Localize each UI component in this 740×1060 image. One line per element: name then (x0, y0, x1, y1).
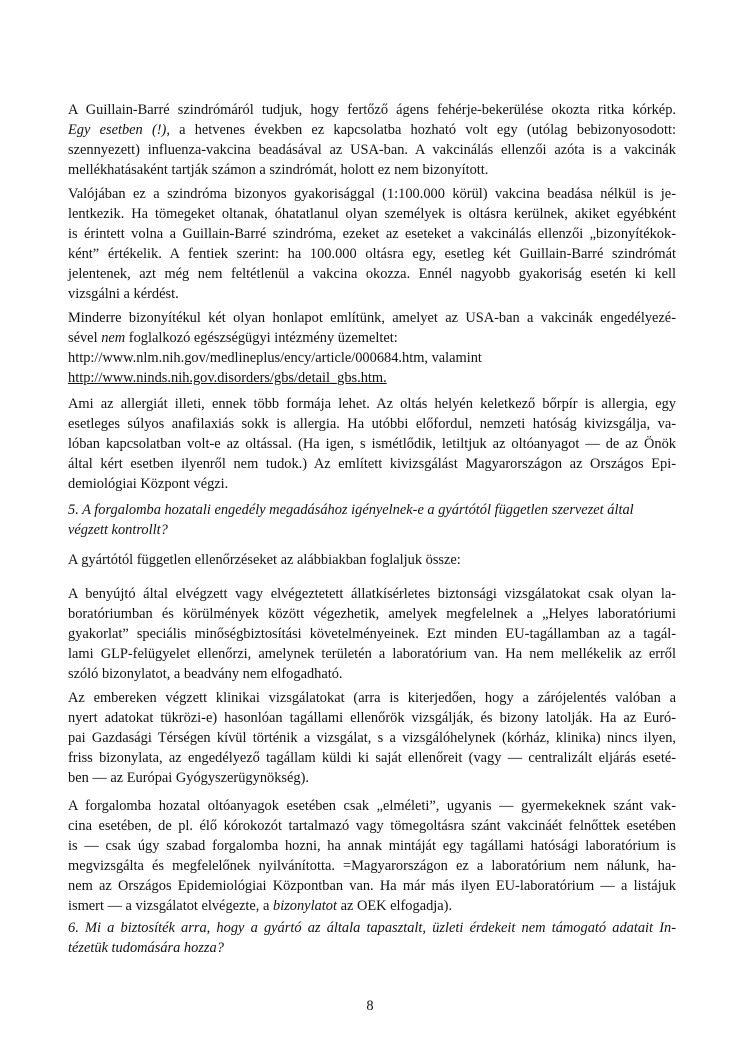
text-line: ben — az Európai Gyógyszerügynökség). (68, 770, 309, 786)
paragraph-guillain-barre (68, 100, 676, 180)
text-line: 6. Mi a biztosíték arra, hogy a gyártó az általa tapasztalt, üzleti érdekeit nem támogató adatait In- (68, 920, 676, 936)
text-line: boratóriumban és körülmények között végezhetik, amelyek megfelelnek a „Helyes laboratóriumi (68, 606, 676, 622)
text-line: A Guillain-Barré szindrómáról tudjuk, hogy fertőző ágens fehérje-bekerülése okozta ritka kórkép. (68, 102, 676, 118)
text-run: , a hetvenes években ez kapcsolatba hozható volt egy (utólag bebizonyosodott: (166, 122, 676, 138)
question-6-heading (68, 918, 676, 958)
text-line: demiológiai Központ végzi. (68, 476, 229, 492)
text-line: Minderre bizonyítékul két olyan honlapot említünk, amelyet az USA-ban a vakcinák engedélyezé- (68, 310, 676, 326)
text-line: lami GLP-felügyelet ellenőrzi, amelynek területén a laboratórium van. Ha nem mellékelik az erről (68, 646, 676, 662)
text-line: ként” értékelik. A fentiek szerint: ha 100.000 oltásra egy, esetleg két Guillain-Barré szindrómát (68, 246, 676, 262)
ninds-link[interactable]: http://www.ninds.nih.gov.disorders/gbs/detail_gbs.htm. (68, 370, 387, 386)
paragraph-animal-tests (68, 584, 676, 684)
paragraph-batch-release (68, 796, 676, 916)
paragraph-summary-intro (68, 550, 676, 570)
paragraph-frequency (68, 184, 676, 304)
text-line: lóban kapcsolatban volt-e az oltással. (Ha igen, s ismétlődik, letiltjuk az oltóanyagot — de az Önök (68, 436, 676, 452)
text-line: tézetük tudomására hozza? (68, 940, 224, 956)
text-run: az OEK elfogadja). (340, 898, 453, 914)
emphasis-text: bizonylatot (273, 898, 337, 914)
text-line: Az embereken végzett klinikai vizsgálatokat (arra is kiterjedően, hogy a zárójelentés valóban a (68, 690, 676, 706)
text-line: is — csak úgy szabad forgalomba hozni, ha annak mintáját egy tagállami hatósági laboratórium is (68, 838, 676, 854)
text-line: végzett kontrollt? (68, 522, 168, 538)
emphasis-text: Egy esetben (!) (68, 122, 167, 138)
paragraph-allergy (68, 394, 676, 494)
text-line: mellékhatásaként tartják számon a szindrómát, holott ez nem bizonyított. (68, 162, 489, 178)
page-number: 8 (366, 998, 374, 1014)
nlm-link[interactable]: http://www.nlm.nih.gov/medlineplus/ency/article/000684.htm, valamint (68, 350, 482, 366)
text-line: szennyezett) influenza-vakcina beadásával az USA-ban. A vakcinálás ellenzői azóta is a vakcinák (68, 142, 676, 158)
text-run: foglalkozó egészségügyi intézmény üzemeltet: (128, 330, 398, 346)
text-run: ismert — a vizsgálatot elvégezte, a (68, 898, 270, 914)
paragraph-websites (68, 308, 676, 388)
question-5-heading (68, 500, 676, 540)
text-line: nyert adatokat tükrözi-e) hasonlóan tagállami ellenőrök vizsgálják, és bizony latolják. Ha az Euró- (68, 710, 676, 726)
text-line: vizsgálni a kérdést. (68, 286, 179, 302)
text-line: friss bizonylata, az engedélyező tagállam küldi ki saját ellenőreit (vagy — centralizált eljárás eseté- (68, 750, 676, 766)
text-line: Ami az allergiát illeti, ennek több formája lehet. Az oltás helyén keletkező bőrpír is allergia, egy (68, 396, 676, 412)
text-line: is érintett volna a Guillain-Barré szindróma, ezeket az eseteket a vakcinálás ellenzői „bizonyítékok- (68, 226, 676, 242)
paragraph-clinical-trials (68, 688, 676, 788)
text-line: A forgalomba hozatal oltóanyagok esetében csak „elméleti”, ugyanis — gyermekeknek szánt vak- (68, 798, 676, 814)
text-line: szóló bizonylatot, a beadvány nem elfogadható. (68, 666, 343, 682)
text-line: 5. A forgalomba hozatali engedély megadásához igényelnek-e a gyártótól független szervezet által (68, 502, 634, 518)
text-line: Valójában ez a szindróma bizonyos gyakorisággal (1:100.000 körül) vakcina beadása nélkül is je- (68, 186, 676, 202)
text-line: jelentenek, azt még nem feltétlenül a vakcina okozza. Ennél nagyobb gyakoriság esetén ki kell (68, 266, 676, 282)
text-run: sével (68, 330, 98, 346)
text-line (68, 120, 676, 140)
text-line: által kért esetben ilyenről nem tudok.) Az említett kivizsgálást Magyarországon az Országos Epi- (68, 456, 676, 472)
text-line: cina esetében, de pl. élő kórokozót tartalmazó vagy tömegoltásra szánt vakcináét felnőttek esetében (68, 818, 676, 834)
text-line: A benyújtó által elvégzett vagy elvégeztetett állatkísérletes biztonsági vizsgálatokat csak olyan la- (68, 586, 676, 602)
emphasis-text: nem (101, 330, 126, 346)
text-line: pai Gazdasági Térségen kívül történik a vizsgálat, s a vizsgálóhelynek (kórház, klinika) nincs ilyen, (68, 730, 676, 746)
text-line: megvizsgálta és megfelelőnek nyilvánította. =Magyarországon ez a laboratórium nem nálunk, ha- (68, 858, 676, 874)
text-line: esetleges súlyos anafilaxiás sokk is allergia. Ha utóbbi előfordul, nemzeti hatóság kivizsgálja, va- (68, 416, 676, 432)
text-line (68, 328, 676, 348)
text-line (68, 896, 676, 916)
text-line: lentkezik. Ha tömegeket oltanak, óhatatlanul olyan személyek is oltásra kerülnek, akiket egyébként (68, 206, 676, 222)
text-line: nem az Országos Epidemiológiai Központban van. Ha már más ilyen EU-laboratórium — a listájuk (68, 878, 676, 894)
text-line: gyakorlat” speciális minőségbiztosítási követelményeinek. Ezt minden EU-tagállamban az a tagál- (68, 626, 676, 642)
text-line: A gyártótól független ellenőrzéseket az alábbiakban foglaljuk össze: (68, 552, 461, 568)
